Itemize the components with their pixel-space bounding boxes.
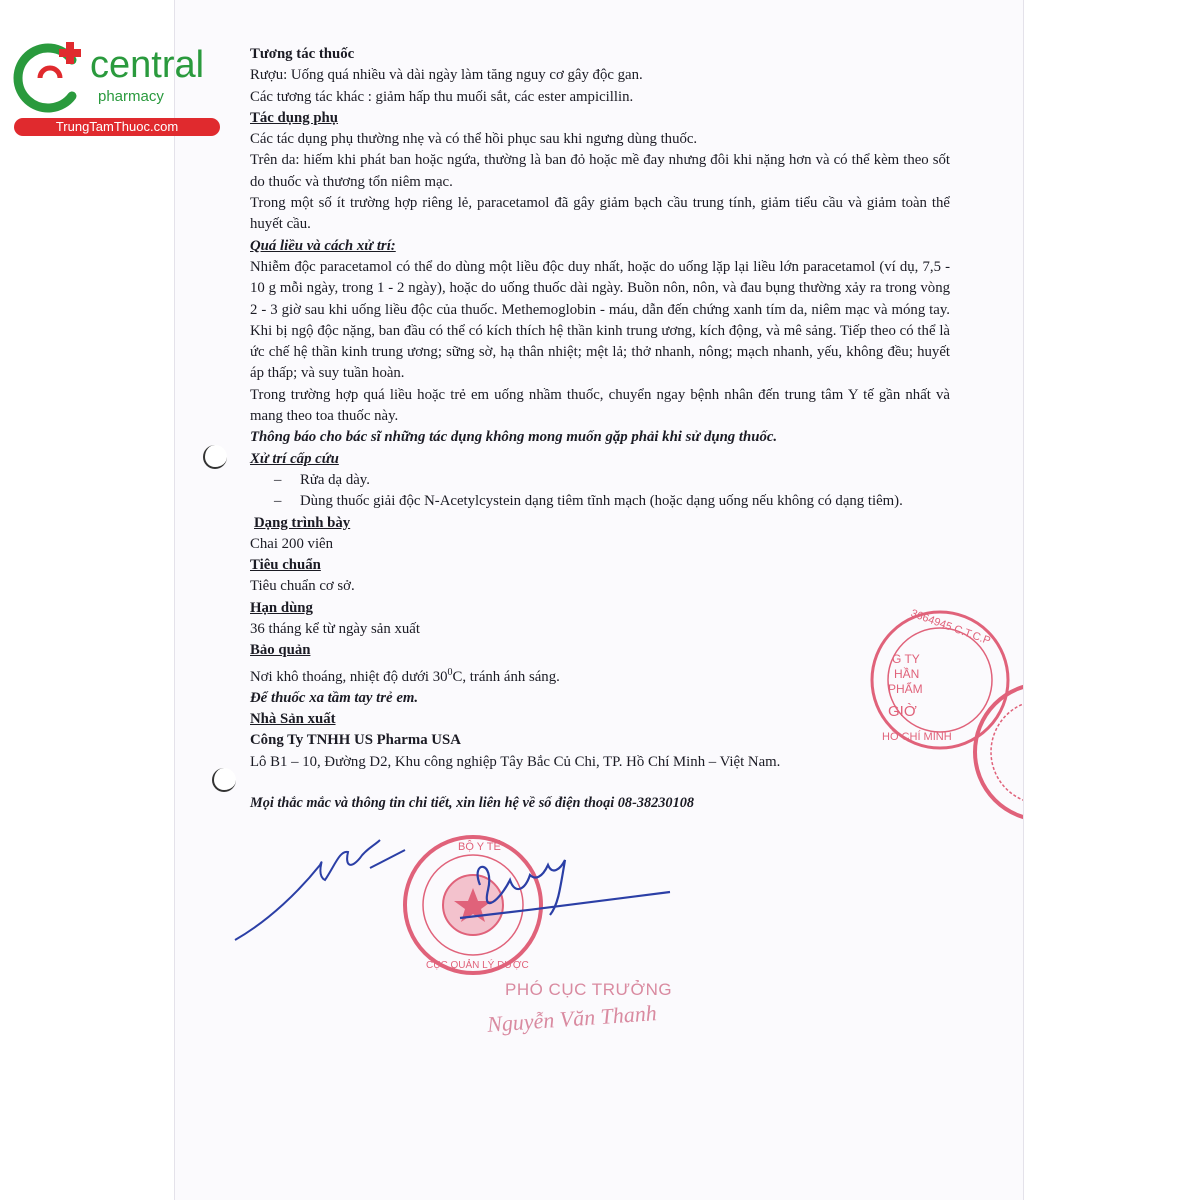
- logo-c-icon: [10, 38, 90, 118]
- stamp-ring-text: 3664945 C.T.C.P: [909, 607, 992, 648]
- storage-text-end: C, tránh ánh sáng.: [452, 668, 560, 685]
- handwritten-signatures: [230, 820, 690, 950]
- paragraph: Trên da: hiếm khi phát ban hoặc ngứa, thường là ban đỏ hoặc mề đay nhưng đôi khi nặng hơn và có thể kèm theo sốt do thuốc và thương tổn niêm mạc.: [250, 152, 950, 190]
- paragraph: Trong một số ít trường hợp riêng lẻ, paracetamol đã gây giảm bạch cầu trung tính, giảm tiểu cầu và giảm toàn thể huyết cầu.: [250, 195, 950, 233]
- list-item-text: Dùng thuốc giải độc N-Acetylcystein dạng tiêm tĩnh mạch (hoặc dạng uống nếu không có dạng tiêm).: [300, 493, 903, 510]
- punch-hole: [212, 768, 236, 792]
- list-item: [250, 491, 950, 512]
- section-heading: Tương tác thuốc: [250, 46, 355, 62]
- leaflet-text: [250, 44, 950, 814]
- stamp-line: HẦN: [894, 667, 920, 681]
- degree-superscript: 0: [447, 666, 453, 678]
- paragraph: Nhiễm độc paracetamol có thể do dùng một liều độc duy nhất, hoặc do uống lặp lại liều lớn paracetamol (ví dụ, 7,5 - 10 g mỗi ngày, trong 1 - 2 ngày), hoặc do uống thuốc dài ngày. Buồn nôn, nôn, và đau bụng thường xảy ra trong vòng 2 - 3 giờ sau khi uống liều độc của thuốc. Methemoglobin - máu, dẫn đến chứng xanh tím da, niêm mạc và móng tay. Khi bị ngộ độc nặng, ban đầu có thể có kích thích hệ thần kinh trung ương, kích động, và mê sảng. Tiếp theo có thể là ức chế hệ thần kinh trung ương; sững sờ, hạ thân nhiệt; mệt lả; thở nhanh, nông; mạch nhanh, yếu, không đều; huyết áp thấp; và suy tuần hoàn.: [250, 258, 950, 382]
- section-heading: Xử trí cấp cứu: [250, 450, 339, 467]
- stamp-line: GIỜ: [888, 703, 917, 720]
- paragraph: Các tương tác khác : giảm hấp thu muối sắt, các ester ampicillin.: [250, 88, 634, 105]
- logo-name: central: [90, 44, 205, 86]
- paragraph: Các tác dụng phụ thường nhẹ và có thể hồi phục sau khi ngưng dùng thuốc.: [250, 131, 698, 148]
- section-heading: Quá liều và cách xử trí:: [250, 237, 396, 254]
- paragraph: Trong trường hợp quá liều hoặc trẻ em uống nhầm thuốc, chuyển ngay bệnh nhân đến trung tâm Y tế gần nhất và mang theo toa thuốc này.: [250, 386, 950, 425]
- logo-url-badge: TrungTamThuoc.com: [14, 118, 220, 136]
- contact-line: Mọi thắc mắc và thông tin chi tiết, xin liên hệ về số điện thoại 08-38230108: [250, 795, 695, 812]
- section-heading: Nhà Sản xuất: [250, 711, 336, 728]
- stamp-line: G TY: [892, 652, 920, 666]
- partial-stamp: [968, 680, 1023, 825]
- section-heading: Tiêu chuẩn: [250, 557, 321, 574]
- paragraph: Chai 200 viên: [250, 535, 334, 552]
- section-heading: Tác dụng phụ: [250, 109, 339, 126]
- list-item-text: Rửa dạ dày.: [300, 471, 370, 488]
- section-heading: Hạn dùng: [250, 599, 313, 616]
- section-heading: Dạng trình bày: [254, 514, 351, 531]
- manufacturer-address: Lô B1 – 10, Đường D2, Khu công nghiệp Tây Bắc Củ Chi, TP. Hồ Chí Minh – Việt Nam.: [250, 753, 781, 770]
- notice-text: Thông báo cho bác sĩ những tác dụng không mong muốn gặp phải khi sử dụng thuốc.: [250, 429, 778, 446]
- signer-name: Nguyễn Văn Thanh: [486, 1000, 658, 1037]
- dash-bullet: –: [274, 471, 282, 488]
- signer-title: PHÓ CỤC TRƯỞNG: [505, 980, 673, 999]
- paragraph: Rượu: Uống quá nhiều và dài ngày làm tăng nguy cơ gây độc gan.: [250, 67, 643, 84]
- central-pharmacy-logo: [10, 38, 210, 138]
- storage-text: Nơi khô thoáng, nhiệt độ dưới 30: [250, 668, 448, 685]
- logo-subtitle: pharmacy: [98, 88, 164, 105]
- stamp-line: PHẨM: [888, 682, 923, 696]
- stamp-top-text: BỘ Y TẾ: [458, 841, 501, 853]
- storage-warning: Để thuốc xa tầm tay trẻ em.: [250, 689, 419, 706]
- list-item: [250, 470, 950, 491]
- section-heading: Bảo quản: [250, 642, 311, 659]
- paragraph: [250, 662, 950, 688]
- stamp-bottom-text: HỒ CHÍ MINH: [882, 731, 952, 743]
- manufacturer-name: Công Ty TNHH US Pharma USA: [250, 732, 461, 749]
- paragraph: Tiêu chuẩn cơ sở.: [250, 578, 355, 595]
- dash-bullet: –: [274, 493, 282, 510]
- stamp-bottom-text: CỤC QUẢN LÝ DƯỢC: [426, 960, 529, 971]
- paragraph: 36 tháng kể từ ngày sản xuất: [250, 621, 420, 638]
- punch-hole: [203, 445, 227, 469]
